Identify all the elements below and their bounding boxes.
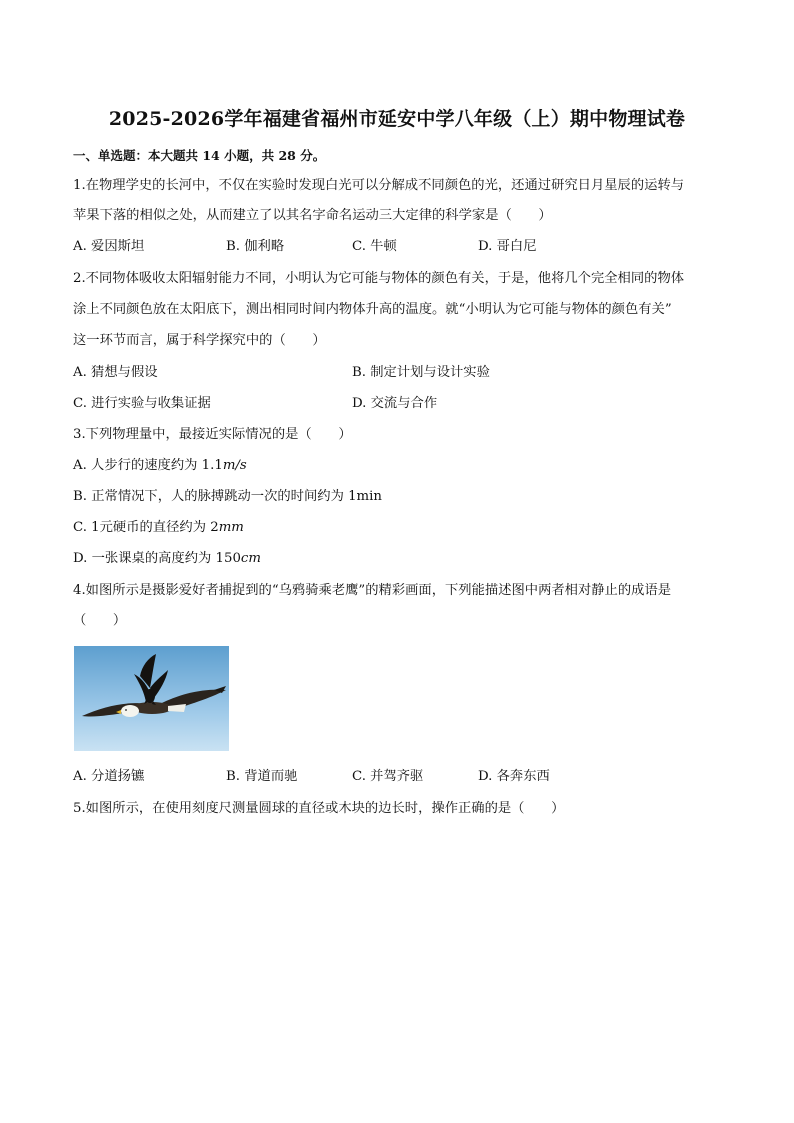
question-1-option-c: C. 牛顿 [352,239,397,254]
question-4-option-d: D. 各奔东西 [478,769,550,784]
question-1-line-2: 苹果下落的相似之处，从而建立了以其名字命名运动三大定律的科学家是（ ） [73,208,552,223]
unit-text: m/s [222,458,247,473]
question-4-line-1: 4.如图所示是摄影爱好者捕捉到的“乌鸦骑乘老鹰”的精彩画面，下列能描述图中两者相对静止的成语是 [73,583,672,598]
question-2-line-2: 涂上不同颜色放在太阳底下，测出相同时间内物体升高的温度。就“小明认为它可能与物体的颜色有关” [73,302,672,317]
question-1-option-d: D. 哥白尼 [478,239,537,254]
question-2-option-d: D. 交流与合作 [352,396,438,411]
question-4-line-2: （ ） [73,613,127,628]
unit-text: mm [218,520,244,535]
question-3-option-b: B. 正常情况下，人的脉搏跳动一次的时间约为 1min [73,489,382,504]
question-2-line-3: 这一环节而言，属于科学探究中的（ ） [73,333,326,348]
question-2-line-1: 2.不同物体吸收太阳辐射能力不同，小明认为它可能与物体的颜色有关，于是，他将几个完全相同的物体 [73,271,685,286]
question-2-option-a: A. 猜想与假设 [73,365,158,380]
question-3-option-d: D. 一张课桌的高度约为 150cm [73,551,261,566]
question-1-line-1: 1.在物理学史的长河中，不仅在实验时发现白光可以分解成不同颜色的光，还通过研究日月星辰的运转与 [73,178,685,193]
question-3-line-1: 3.下列物理量中，最接近实际情况的是（ ） [73,427,352,442]
question-4-option-a: A. 分道扬镳 [73,769,145,784]
question-1-option-b: B. 伽利略 [226,239,285,254]
unit-text: cm [240,551,261,566]
section-heading: 一、单选题：本大题共 14 小题，共 28 分。 [73,148,326,163]
question-4-option-b: B. 背道而驰 [226,769,298,784]
crow-riding-eagle-photo [74,646,229,751]
question-4-option-c: C. 并驾齐驱 [352,769,424,784]
question-3-option-a: A. 人步行的速度约为 1.1m/s [73,458,247,473]
question-5-line-1: 5.如图所示，在使用刻度尺测量圆球的直径或木块的边长时，操作正确的是（ ） [73,801,565,816]
question-1-option-a: A. 爱因斯坦 [73,239,145,254]
page-title: 2025-2026学年福建省福州市延安中学八年级（上）期中物理试卷 [108,108,686,130]
question-2-option-b: B. 制定计划与设计实验 [352,365,490,380]
question-2-option-c: C. 进行实验与收集证据 [73,396,211,411]
question-3-option-c: C. 1元硬币的直径约为 2mm [73,520,244,535]
